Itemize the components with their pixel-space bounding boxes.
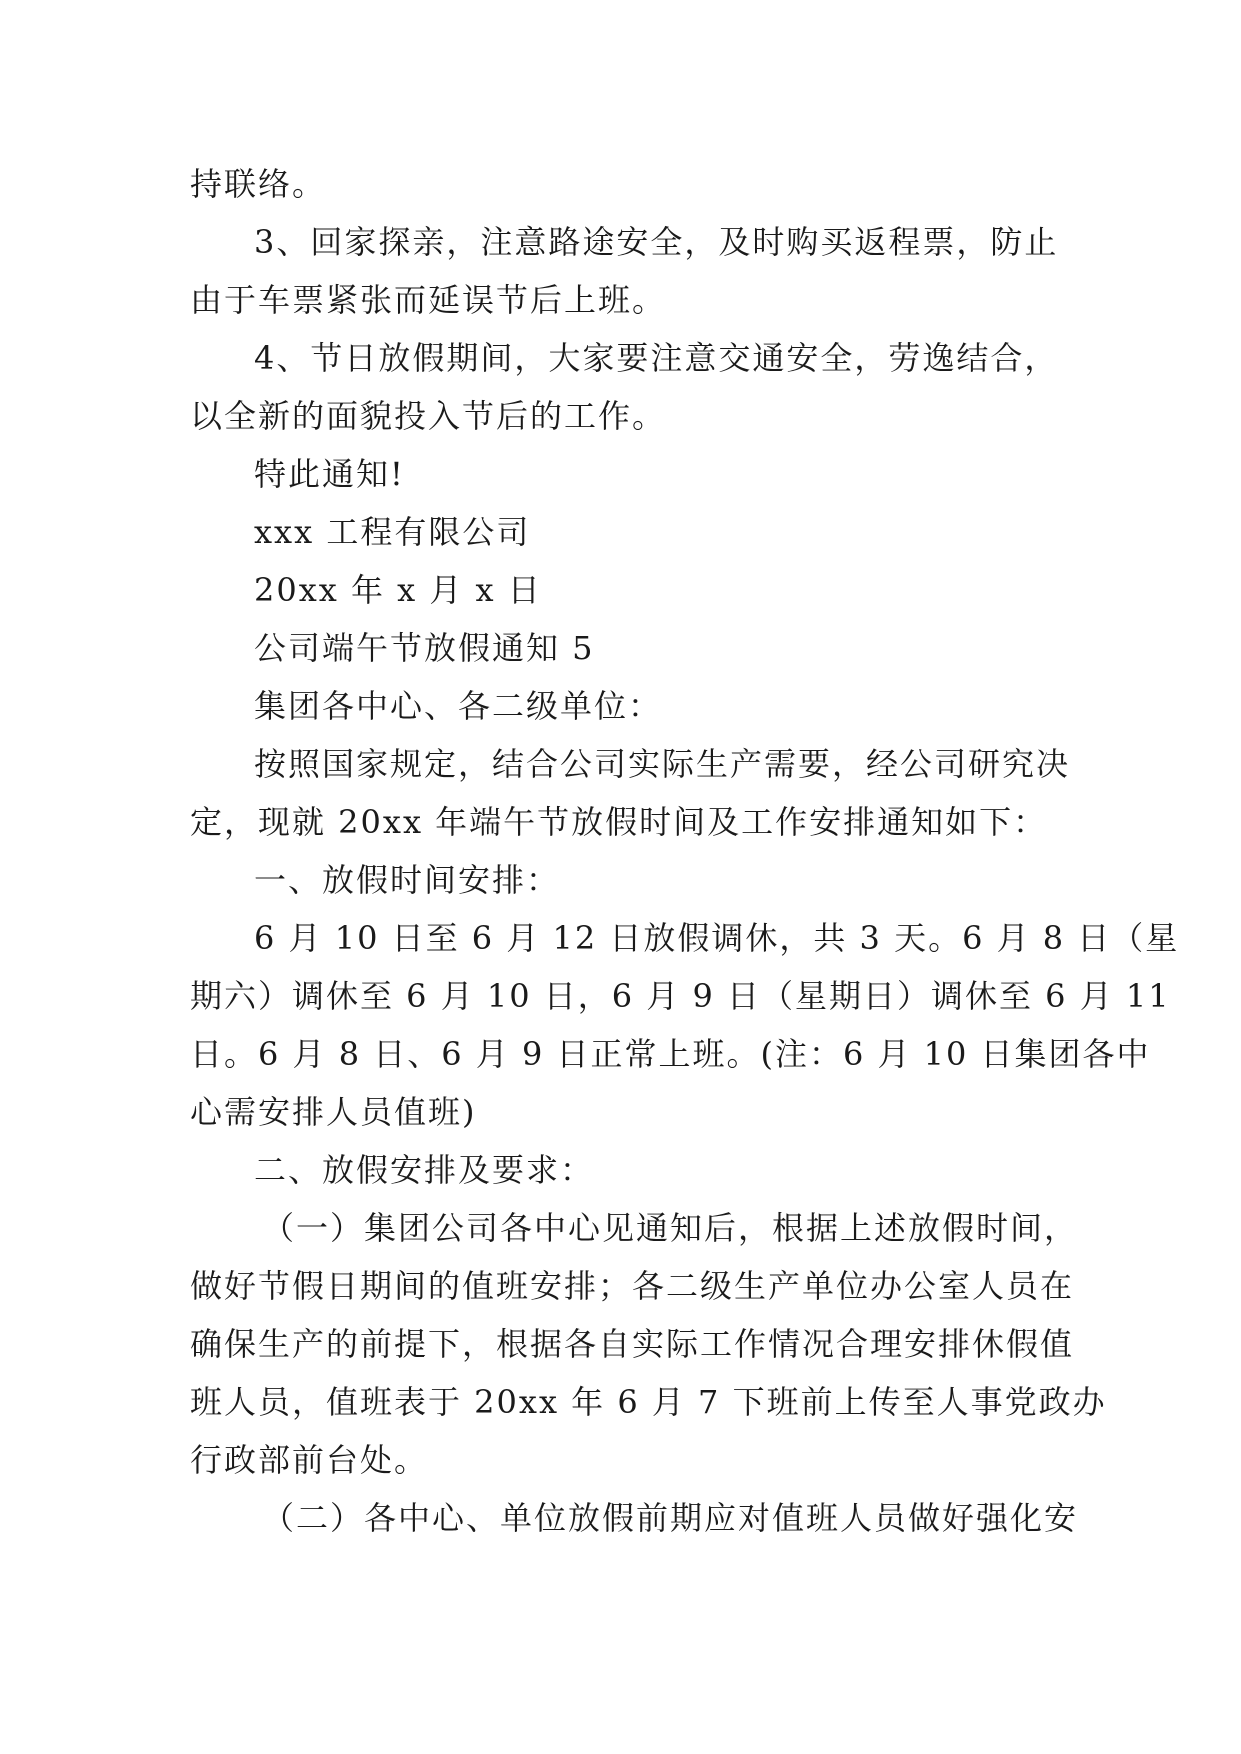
text-line: 按照国家规定，结合公司实际生产需要，经公司研究决 (254, 745, 1071, 783)
text-line: 3、回家探亲，注意路途安全，及时购买返程票，防止 (254, 223, 1059, 261)
text-line: 定，现就 20xx 年端午节放假时间及工作安排通知如下： (190, 803, 1048, 841)
text-line: 以全新的面貌投入节后的工作。 (190, 397, 667, 435)
text-line: 期六）调休至 6 月 10 日，6 月 9 日（星期日）调休至 6 月 11 (190, 977, 1171, 1015)
text-line: 6 月 10 日至 6 月 12 日放假调休，共 3 天。6 月 8 日（星 (254, 919, 1180, 957)
text-line: 持联络。 (190, 165, 327, 203)
text-line: 班人员，值班表于 20xx 年 6 月 7 下班前上传至人事党政办 (190, 1383, 1107, 1421)
text-line: 日。6 月 8 日、6 月 9 日正常上班。(注：6 月 10 日集团各中 (190, 1035, 1151, 1073)
date-line: 20xx 年 x 月 x 日 (254, 571, 542, 609)
text-line: 做好节假日期间的值班安排；各二级生产单位办公室人员在 (190, 1267, 1075, 1305)
text-line: （一）集团公司各中心见通知后，根据上述放假时间， (262, 1209, 1079, 1247)
salutation: 集团各中心、各二级单位： (254, 687, 663, 725)
text-line: 特此通知! (254, 455, 405, 493)
section-heading: 一、放假时间安排： (254, 861, 561, 899)
text-line: 4、节日放假期间，大家要注意交通安全，劳逸结合， (254, 339, 1059, 377)
text-line: （二）各中心、单位放假前期应对值班人员做好强化安 (262, 1499, 1079, 1537)
section-heading: 二、放假安排及要求： (254, 1151, 595, 1189)
notice-title: 公司端午节放假通知 5 (254, 629, 595, 667)
company-name: xxx 工程有限公司 (254, 513, 531, 551)
text-line: 由于车票紧张而延误节后上班。 (190, 281, 667, 319)
text-line: 心需安排人员值班) (190, 1093, 477, 1131)
text-line: 行政部前台处。 (190, 1441, 429, 1479)
text-line: 确保生产的前提下，根据各自实际工作情况合理安排休假值 (190, 1325, 1075, 1363)
